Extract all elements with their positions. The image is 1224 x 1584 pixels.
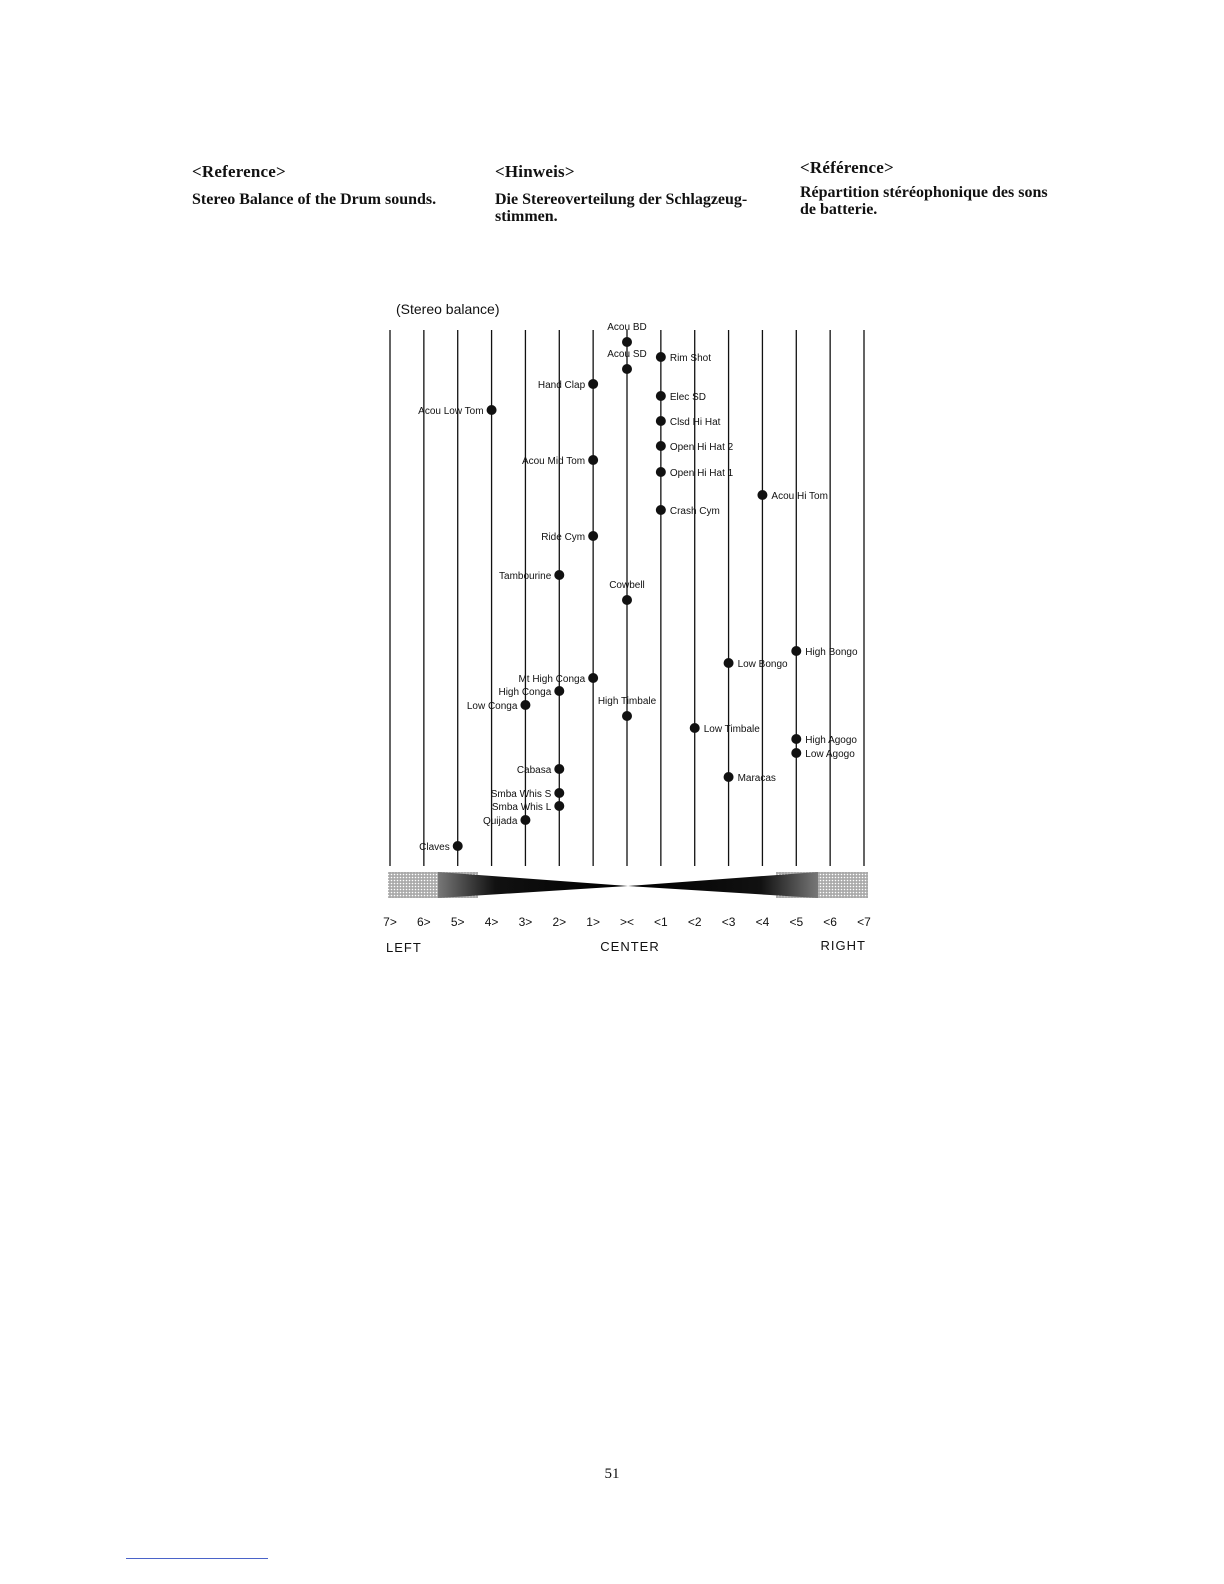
tick-label-10: <3	[721, 915, 736, 929]
reference-text-german-line2: stimmen.	[495, 208, 558, 225]
point-label-acou-bd: Acou BD	[607, 322, 647, 333]
point-low-agogo	[791, 748, 801, 758]
point-high-agogo	[791, 734, 801, 744]
point-label-quijada: Quijada	[482, 816, 518, 827]
point-label-elec-sd: Elec SD	[669, 392, 706, 403]
point-ride-cym	[588, 531, 598, 541]
point-label-open-hi-hat-1: Open Hi Hat 1	[669, 468, 734, 479]
right-wedge-shade	[628, 872, 818, 898]
tick-label-9: <2	[687, 915, 702, 929]
point-label-high-conga: High Conga	[498, 687, 552, 698]
reference-text-german-line1: Die Stereoverteilung der Schlagzeug-	[495, 191, 748, 208]
tick-label-6: 1>	[586, 915, 600, 929]
tick-label-13: <6	[823, 915, 837, 929]
reference-text-french-line2: de batterie.	[800, 201, 878, 218]
point-label-rim-shot: Rim Shot	[669, 353, 711, 364]
point-claves	[453, 841, 463, 851]
tick-label-8: <1	[654, 915, 668, 929]
reference-column-german	[495, 162, 785, 225]
point-high-bongo	[791, 646, 801, 656]
tick-label-5: 2>	[552, 915, 567, 929]
point-label-low-timbale: Low Timbale	[703, 724, 760, 735]
point-low-timbale	[690, 723, 700, 733]
point-quijada	[520, 815, 530, 825]
point-label-acou-mid-tom: Acou Mid Tom	[521, 456, 586, 467]
reference-column-english	[192, 162, 482, 208]
point-acou-mid-tom	[588, 455, 598, 465]
point-high-conga	[554, 686, 564, 696]
point-label-high-bongo: High Bongo	[805, 647, 858, 658]
point-label-smba-whis-l: Smba Whis L	[491, 802, 552, 813]
point-label-crash-cym: Crash Cym	[669, 506, 720, 517]
point-label-low-agogo: Low Agogo	[805, 749, 855, 760]
tick-label-12: <5	[789, 915, 804, 929]
tick-label-14: <7	[857, 915, 871, 929]
point-label-low-conga: Low Conga	[466, 701, 518, 712]
tick-label-0: 7>	[383, 915, 397, 929]
reference-heading-english: <Reference>	[192, 162, 286, 181]
point-label-cabasa: Cabasa	[516, 765, 552, 776]
point-label-hand-clap: Hand Clap	[537, 380, 586, 391]
point-label-mt-high-conga: Mt High Conga	[518, 674, 586, 685]
point-label-open-hi-hat-2: Open Hi Hat 2	[669, 442, 734, 453]
point-label-cowbell: Cowbell	[609, 580, 645, 591]
tick-label-11: <4	[755, 915, 770, 929]
point-low-conga	[520, 700, 530, 710]
point-label-high-timbale: High Timbale	[597, 696, 657, 707]
point-cowbell	[622, 595, 632, 605]
stereo-balance-chart	[378, 300, 878, 970]
reference-text-english: Stereo Balance of the Drum sounds.	[192, 191, 437, 208]
drum-points	[418, 322, 858, 853]
point-label-clsd-hi-hat: Clsd Hi Hat	[669, 417, 721, 428]
point-acou-low-tom	[487, 405, 497, 415]
balance-wedge	[388, 872, 868, 898]
chart-title: (Stereo balance)	[396, 301, 500, 317]
center-label: CENTER	[600, 939, 660, 954]
point-acou-hi-tom	[757, 490, 767, 500]
point-label-maracas: Maracas	[737, 773, 776, 784]
point-label-smba-whis-s: Smba Whis S	[490, 789, 552, 800]
right-label: RIGHT	[820, 938, 866, 953]
tick-label-1: 6>	[417, 915, 431, 929]
point-label-high-agogo: High Agogo	[805, 735, 858, 746]
point-open-hi-hat-1	[656, 467, 666, 477]
point-cabasa	[554, 764, 564, 774]
reference-heading-german: <Hinweis>	[495, 162, 575, 181]
pan-tick-labels	[383, 915, 871, 929]
point-open-hi-hat-2	[656, 441, 666, 451]
point-label-claves: Claves	[419, 842, 450, 853]
tick-label-7: ><	[619, 915, 635, 929]
point-label-low-bongo: Low Bongo	[737, 659, 788, 670]
point-mt-high-conga	[588, 673, 598, 683]
reference-heading-french: <Référence>	[800, 158, 894, 177]
point-high-timbale	[622, 711, 632, 721]
point-label-acou-low-tom: Acou Low Tom	[418, 406, 484, 417]
point-crash-cym	[656, 505, 666, 515]
point-rim-shot	[656, 352, 666, 362]
point-smba-whis-s	[554, 788, 564, 798]
point-hand-clap	[588, 379, 598, 389]
point-low-bongo	[724, 658, 734, 668]
tick-label-4: 3>	[518, 915, 533, 929]
point-label-acou-hi-tom: Acou Hi Tom	[771, 491, 828, 502]
tick-label-2: 5>	[450, 915, 465, 929]
point-clsd-hi-hat	[656, 416, 666, 426]
point-maracas	[724, 772, 734, 782]
left-label: LEFT	[386, 940, 422, 955]
point-smba-whis-l	[554, 801, 564, 811]
reference-text-french-line1: Répartition stéréophonique des sons	[800, 184, 1048, 201]
left-wedge-shade	[438, 872, 628, 898]
page-number: 51	[604, 1466, 620, 1482]
point-label-tambourine: Tambourine	[499, 571, 552, 582]
point-elec-sd	[656, 391, 666, 401]
footer-rule	[126, 1558, 268, 1559]
point-tambourine	[554, 570, 564, 580]
point-acou-bd	[622, 337, 632, 347]
tick-label-3: 4>	[484, 915, 499, 929]
point-label-ride-cym: Ride Cym	[541, 532, 586, 543]
reference-column-french	[800, 158, 1090, 218]
point-acou-sd	[622, 364, 632, 374]
point-label-acou-sd: Acou SD	[607, 349, 647, 360]
